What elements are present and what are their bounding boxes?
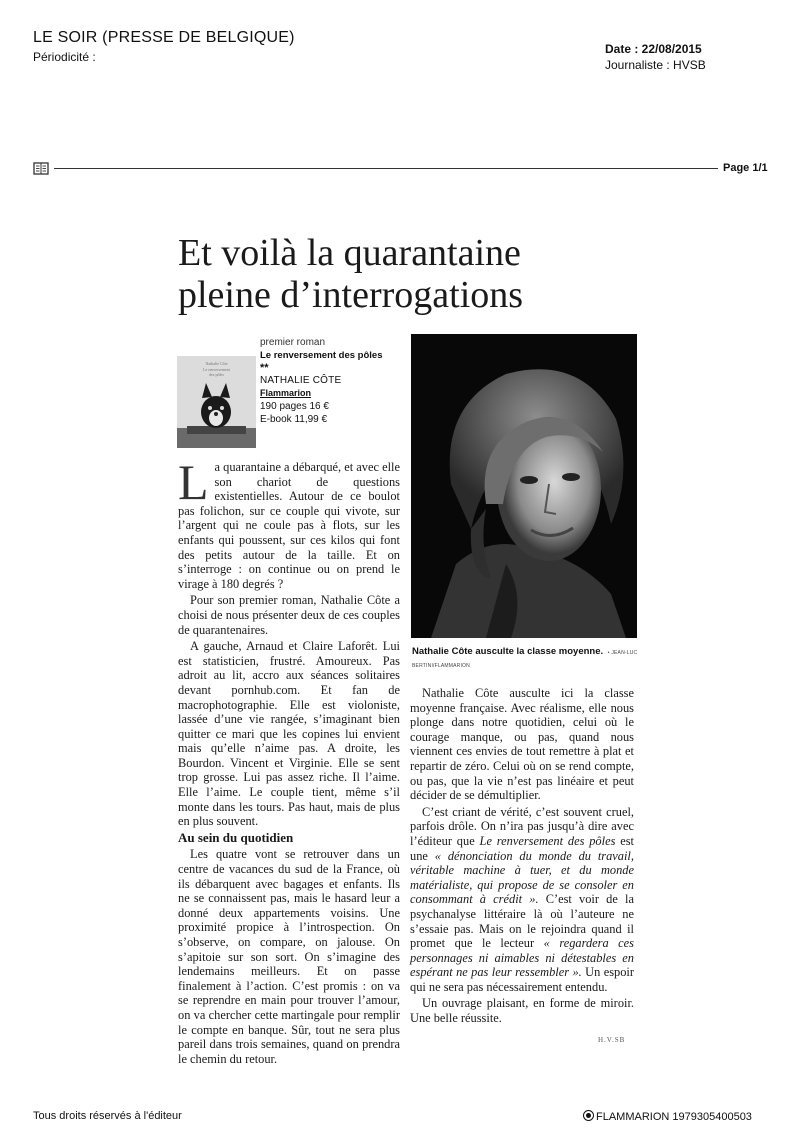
- book-category: premier roman: [260, 337, 326, 348]
- book-ebook-price: E-book 11,99 €: [260, 414, 328, 425]
- publisher-quote: « dénonciation du monde du travail, véritable machine à tuer, et du monde matérialiste, qui propose de se consoler en consommant à crédit ».: [410, 848, 634, 907]
- paragraph-3: A gauche, Arnaud et Claire Laforêt. Lui est statisticien, frustré. Amoureux. Pas adroit au lit, accro aux séances solitaires devant pornhub.com. Et fan de macrophotographie. Elle est violoniste, lassée d’une vie rangée, s’imaginant bien quitter ce mari que les copines lui envient mais qu’elle n’aime pas. A droite, les Bourdon. Vincent et Virginie. Elle se sent trop grosse. Lui pas assez riche. Il l’aime. Elle l’aime. Le couple tient, même s’il monte dans les tours. Pas haut, mais de plus en plus souvent.: [178, 639, 400, 829]
- drop-cap: L: [178, 454, 209, 510]
- headline-line-2: pleine d’interrogations: [178, 274, 524, 316]
- publisher-logo-icon: [583, 1110, 594, 1121]
- subheading: Au sein du quotidien: [178, 829, 294, 845]
- paragraph-1: a quarantaine a débarqué, et avec elle son chariot de questions existentielles. Autour de ce boulot pas folichon, sur ce couple qui vivote, sur l’argent qui ne coule pas à flots, sur les enfants qui poussent, sur ces kilos qui font des petits autour de la taille. Et on s’interroge : on continue ou on prend le virage à 180 degrés ?: [178, 460, 400, 591]
- publisher-code-text: FLAMMARION 1979305400503: [596, 1111, 752, 1123]
- book-rating: **: [260, 362, 269, 374]
- paragraph-6-b: est une: [410, 833, 634, 863]
- caption-text: Nathalie Côte ausculte la classe moyenne.: [412, 646, 604, 657]
- paragraph-6: [410, 805, 634, 995]
- date-label: Date : 22/08/2015: [605, 42, 702, 56]
- article-column-right: [410, 686, 634, 1028]
- photo-caption: [412, 646, 640, 672]
- paragraph-6-a: C’est criant de vérité, c’est souvent cruel, parfois drôle. On n’ira pas jusqu’à dire avec l’éditeur que: [410, 804, 634, 848]
- article-column-left: [178, 454, 400, 1068]
- paragraph-2: Pour son premier roman, Nathalie Côte a choisi de nous présenter deux de ces couples de quarantenaires.: [178, 593, 400, 637]
- book-details: [260, 336, 400, 426]
- rights-notice: Tous droits réservés à l'éditeur: [33, 1110, 182, 1122]
- author-photo: [411, 334, 637, 638]
- photo-credit: • JEAN-LUC BERTINI/FLAMMARION: [412, 650, 638, 669]
- newspaper-icon: [33, 162, 49, 175]
- book-author: NATHALIE CÔTE: [260, 375, 342, 386]
- book-pages-price: 190 pages 16 €: [260, 401, 329, 412]
- publisher-quote-2: « regardera ces personnages ni aimables ni détestables en espérant ne pas leur ressembler ».: [410, 936, 634, 980]
- portrait-illustration: [411, 334, 637, 638]
- cover-title-1: Le renversement: [203, 367, 230, 372]
- paragraph-4: Les quatre vont se retrouver dans un centre de vacances du sud de la France, où ils débarquent avec bagages et enfants. Ils ne se connaissent pas, mais le hasard leur a donné deux appartements voisins. Une proximité propice à l’introspection. On s’observe, on compare, on jalouse. On s’apitoie sur son sort. On s’imagine des lendemains meilleurs. Et on passe finalement à l’action. C’est promis : on va se reprendre en main pour trouver l’amour, on va chercher cette martingale pour remplir le compte en banque. Sûr, tout ne sera plus pareil dans trois semaines, quand on prendra le chemin du retour.: [178, 847, 400, 1066]
- periodicity-label: Périodicité :: [33, 50, 96, 64]
- dog-illustration: [177, 380, 256, 448]
- journalist-signature: H.V.SB: [598, 1036, 626, 1044]
- cover-author: Nathalie Côte: [205, 361, 228, 366]
- source-title: LE SOIR (PRESSE DE BELGIQUE): [33, 29, 295, 46]
- paragraph-6-c: C’est voir de la psychanalyse littéraire là où l’auteure ne s’essaie pas. Mais on le rejoindra quand il promet que le lecteur: [410, 892, 634, 951]
- paragraph-5: Nathalie Côte ausculte ici la classe moyenne française. Avec réalisme, elle nous plonge dans notre quotidien, celui où le courage manque, ou pas, quand nous viennent ces envies de tout remettre à plat et repartir de zéro. Celui où on se rend compte, ou pas, que la vie n’est pas linéaire et peut décider de se démultiplier.: [410, 686, 634, 803]
- book-publisher: Flammarion: [260, 388, 312, 398]
- book-title-inline: Le renversement des pôles: [479, 833, 616, 848]
- cover-title-2: des pôles: [209, 372, 224, 377]
- article-headline: [178, 232, 598, 316]
- header-divider: [54, 168, 718, 169]
- headline-line-1: Et voilà la quarantaine: [178, 232, 521, 274]
- page-number: Page 1/1: [723, 162, 768, 174]
- paragraph-7: Un ouvrage plaisant, en forme de miroir. Une belle réussite.: [410, 996, 634, 1026]
- book-title: Le renversement des pôles: [260, 350, 383, 361]
- publisher-code: [583, 1110, 752, 1123]
- book-cover: [177, 356, 256, 448]
- paragraph-6-d: Un espoir qui ne sera pas nécessairement entendu.: [410, 965, 634, 994]
- journalist-label: Journaliste : HVSB: [605, 58, 706, 72]
